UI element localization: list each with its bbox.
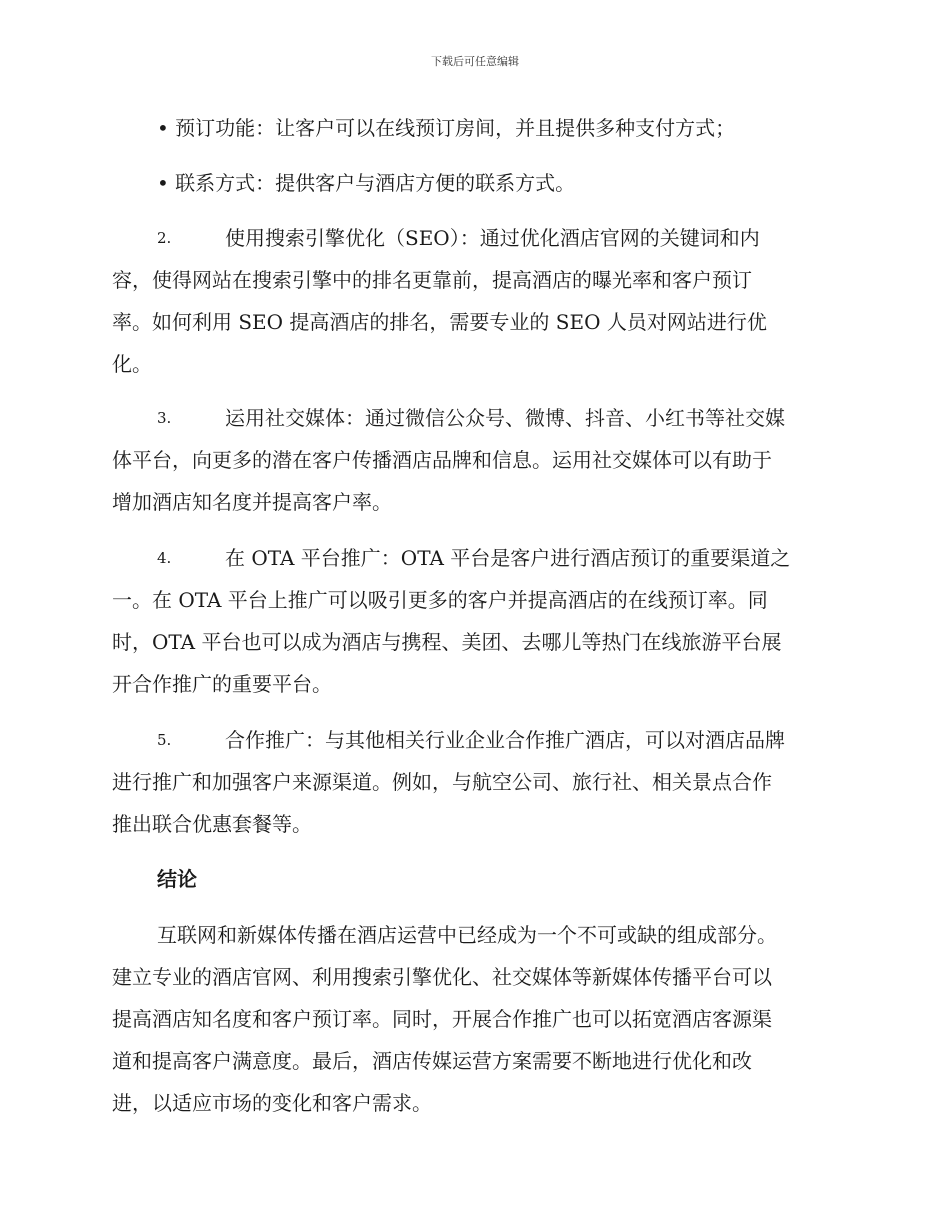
item-4-number: 4. bbox=[157, 549, 172, 567]
page-header: 下载后可任意编辑 bbox=[431, 55, 519, 68]
conclusion-line-5: 进，以适应市场的变化和客户需求。 bbox=[112, 1091, 432, 1115]
item-3-line-3: 增加酒店知名度并提高客户率。 bbox=[112, 490, 392, 514]
conclusion-line-1: 互联网和新媒体传播在酒店运营中已经成为一个不可或缺的组成部分。 bbox=[157, 923, 777, 947]
conclusion-line-4: 道和提高客户满意度。最后，酒店传媒运营方案需要不断地进行优化和改 bbox=[112, 1049, 752, 1073]
item-4-line-4: 开合作推广的重要平台。 bbox=[112, 672, 332, 696]
item-3-number: 3. bbox=[157, 409, 172, 427]
item-3-line-1: 运用社交媒体：通过微信公众号、微博、抖音、小红书等社交媒 bbox=[225, 406, 785, 430]
conclusion-line-3: 提高酒店知名度和客户预订率。同时，开展合作推广也可以拓宽酒店客源渠 bbox=[112, 1007, 772, 1031]
item-4-line-2: 一。在 OTA 平台上推广可以吸引更多的客户并提高酒店的在线预订率。同 bbox=[112, 588, 768, 612]
conclusion-line-2: 建立专业的酒店官网、利用搜索引擎优化、社交媒体等新媒体传播平台可以 bbox=[112, 965, 772, 989]
item-4-line-1: 在 OTA 平台推广：OTA 平台是客户进行酒店预订的重要渠道之 bbox=[225, 546, 791, 570]
item-5-line-3: 推出联合优惠套餐等。 bbox=[112, 812, 312, 836]
item-2-line-3: 率。如何利用 SEO 提高酒店的排名，需要专业的 SEO 人员对网站进行优 bbox=[112, 310, 767, 334]
item-4-line-3: 时，OTA 平台也可以成为酒店与携程、美团、去哪儿等热门在线旅游平台展 bbox=[112, 630, 782, 654]
item-2-line-2: 容，使得网站在搜索引擎中的排名更靠前，提高酒店的曝光率和客户预订 bbox=[112, 268, 752, 292]
bullet-contact: • 联系方式：提供客户与酒店方便的联系方式。 bbox=[157, 171, 576, 195]
conclusion-heading: 结论 bbox=[157, 867, 197, 891]
item-5-number: 5. bbox=[157, 731, 172, 749]
item-2-line-4: 化。 bbox=[112, 352, 152, 376]
item-5-line-2: 进行推广和加强客户来源渠道。例如，与航空公司、旅行社、相关景点合作 bbox=[112, 770, 772, 794]
bullet-booking: • 预订功能：让客户可以在线预订房间，并且提供多种支付方式； bbox=[157, 116, 736, 140]
item-5-line-1: 合作推广：与其他相关行业企业合作推广酒店，可以对酒店品牌 bbox=[225, 728, 785, 752]
item-3-line-2: 体平台，向更多的潜在客户传播酒店品牌和信息。运用社交媒体可以有助于 bbox=[112, 448, 772, 472]
item-2-line-1: 使用搜索引擎优化（SEO）：通过优化酒店官网的关键词和内 bbox=[225, 226, 760, 250]
item-2-number: 2. bbox=[157, 229, 172, 247]
